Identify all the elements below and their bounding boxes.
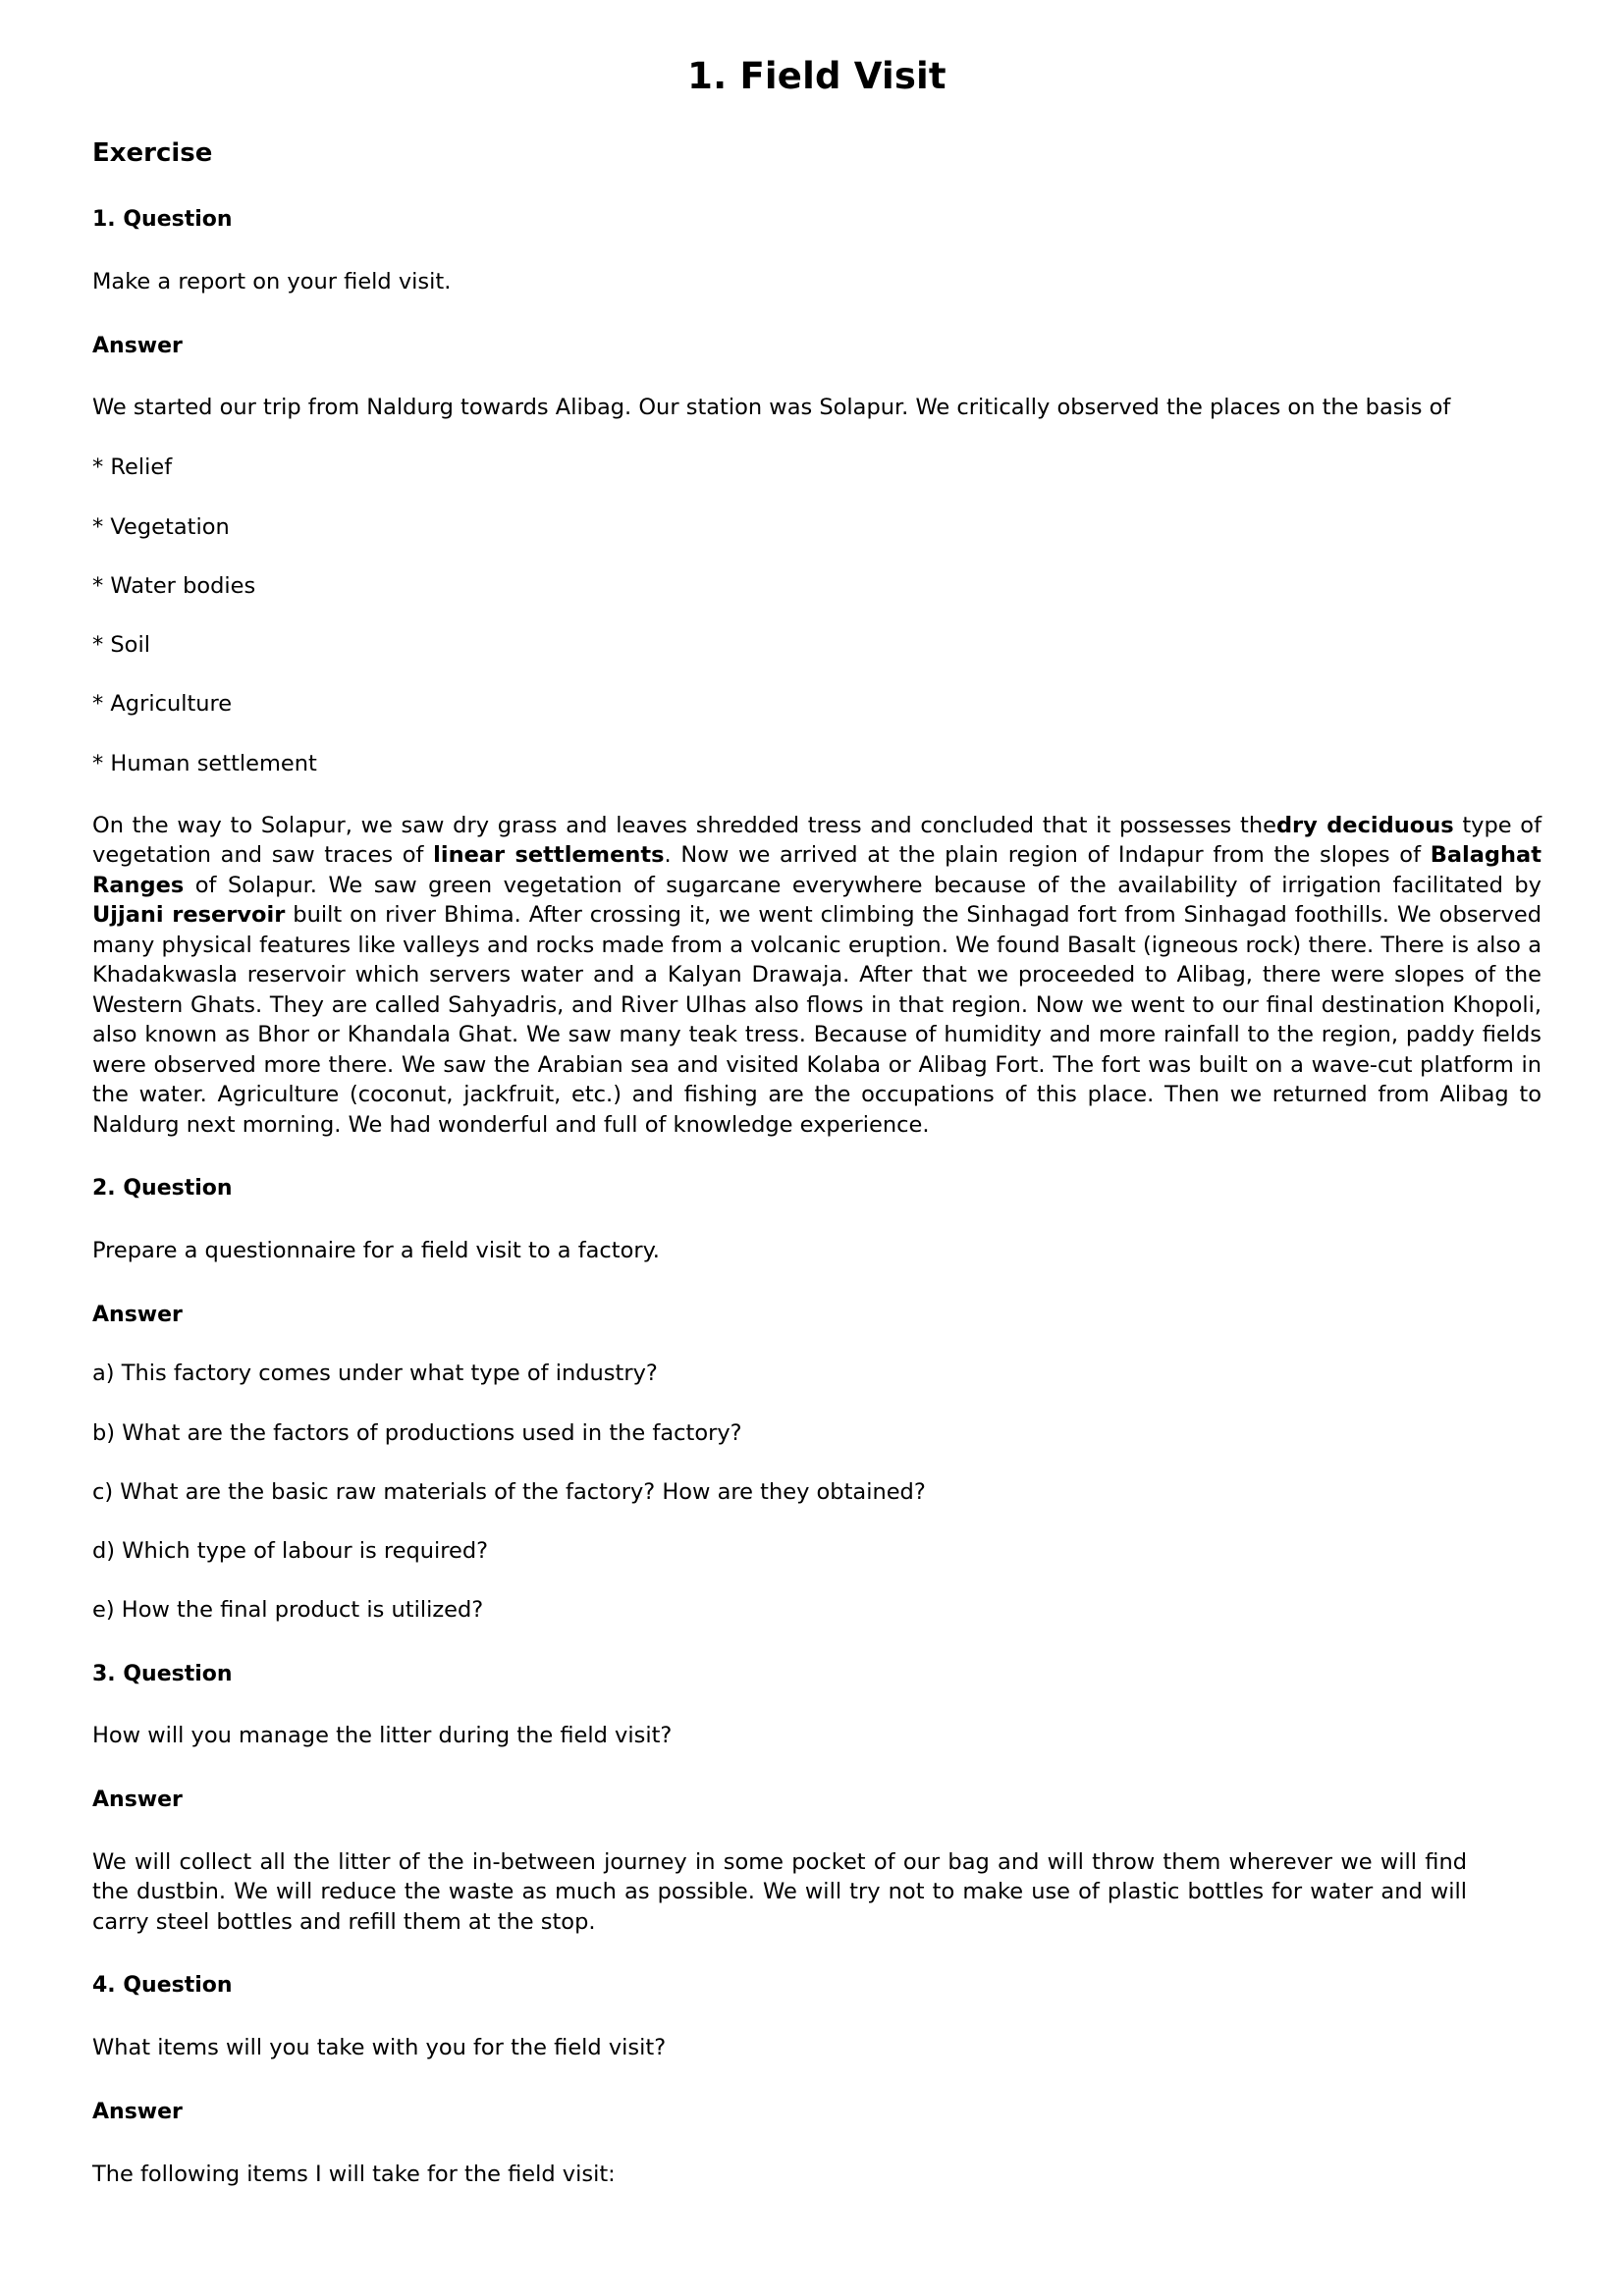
section-heading-exercise: Exercise bbox=[92, 138, 213, 169]
question-heading-4: 4. Question bbox=[92, 1973, 233, 1999]
list-item: * Relief bbox=[92, 454, 173, 481]
question-prompt-4: What items will you take with you for the field visit? bbox=[92, 2034, 667, 2060]
page-title: 1. Field Visit bbox=[687, 55, 947, 97]
emphasis-text: dry deciduous bbox=[1275, 812, 1454, 838]
answer-body-1 bbox=[92, 811, 1542, 1140]
question-heading-3: 3. Question bbox=[92, 1661, 233, 1686]
answer-body-4: The following items I will take for the field visit: bbox=[92, 2161, 616, 2187]
list-item: * Human settlement bbox=[92, 750, 317, 776]
body-text: built on river Bhima. After crossing it, we went climbing the Sinhagad fort from Sinhagad foothills. We observed many physical features like valleys and rocks made from a volcanic eruption. We found Basalt (igneous rock) there. There is also a Khadakwasla reservoir which servers water and a Kalyan Drawaja. After that we proceeded to Alibag, there were slopes of the Western Ghats. They are called Sahyadris, and River Ulhas also flows in that region. Now we went to our final destination Khopoli, also known as Bhor or Khandala Ghat. We saw many teak tress. Because of humidity and more rainfall to the region, paddy fields were observed more there. We saw the Arabian sea and visited Kolaba or Alibag Fort. The fort was built on a wave-cut platform in the water. Agriculture (coconut, jackfruit, etc.) and fishing are the occupations of this place. Then we returned from Alibag to Naldurg next morning. We had wonderful and full of knowledge experience. bbox=[92, 902, 1542, 1138]
list-item: e) How the final product is utilized? bbox=[92, 1597, 484, 1624]
answer-heading-1: Answer bbox=[92, 333, 183, 358]
body-text: of Solapur. We saw green vegetation of sugarcane everywhere because of the availability of irrigation facilitated by bbox=[184, 872, 1542, 898]
list-item: d) Which type of labour is required? bbox=[92, 1538, 489, 1565]
question-prompt-2: Prepare a questionnaire for a field visit to a factory. bbox=[92, 1237, 660, 1263]
answer-body-3: We will collect all the litter of the in-between journey in some pocket of our bag and will throw them wherever we will find the dustbin. We will reduce the waste as much as possible. We will try not to make use of plastic bottles for water and will carry steel bottles and refill them at the stop. bbox=[92, 1848, 1467, 1935]
answer-heading-4: Answer bbox=[92, 2099, 183, 2124]
question-prompt-3: How will you manage the litter during the field visit? bbox=[92, 1723, 673, 1749]
body-text: On the way to Solapur, we saw dry grass and leaves shredded tress and concluded that it possesses the bbox=[92, 812, 1276, 838]
body-text: type of vegetation and saw traces of bbox=[92, 812, 1542, 869]
list-item: * Vegetation bbox=[92, 513, 230, 540]
document-content bbox=[92, 0, 1542, 2190]
question-heading-2: 2. Question bbox=[92, 1176, 233, 1201]
emphasis-text: Balaghat Ranges bbox=[92, 842, 1542, 898]
list-item: a) This factory comes under what type of industry? bbox=[92, 1361, 658, 1387]
emphasis-text: Ujjani reservoir bbox=[92, 902, 286, 929]
question-heading-1: 1. Question bbox=[92, 207, 233, 233]
question-prompt-1: Make a report on your field visit. bbox=[92, 268, 452, 294]
emphasis-text: linear settlements bbox=[433, 842, 665, 869]
list-item: c) What are the basic raw materials of the factory? How are they obtained? bbox=[92, 1478, 926, 1505]
answer-heading-2: Answer bbox=[92, 1302, 183, 1327]
list-item: * Water bodies bbox=[92, 572, 256, 599]
list-item: b) What are the factors of productions used in the factory? bbox=[92, 1419, 742, 1446]
list-item: * Agriculture bbox=[92, 691, 233, 718]
answer-intro-1: We started our trip from Naldurg towards Alibag. Our station was Solapur. We critically observed the places on the basis of bbox=[92, 395, 1451, 421]
list-item: * Soil bbox=[92, 632, 150, 659]
answer-heading-3: Answer bbox=[92, 1788, 183, 1813]
body-text: . Now we arrived at the plain region of Indapur from the slopes of bbox=[664, 842, 1431, 869]
